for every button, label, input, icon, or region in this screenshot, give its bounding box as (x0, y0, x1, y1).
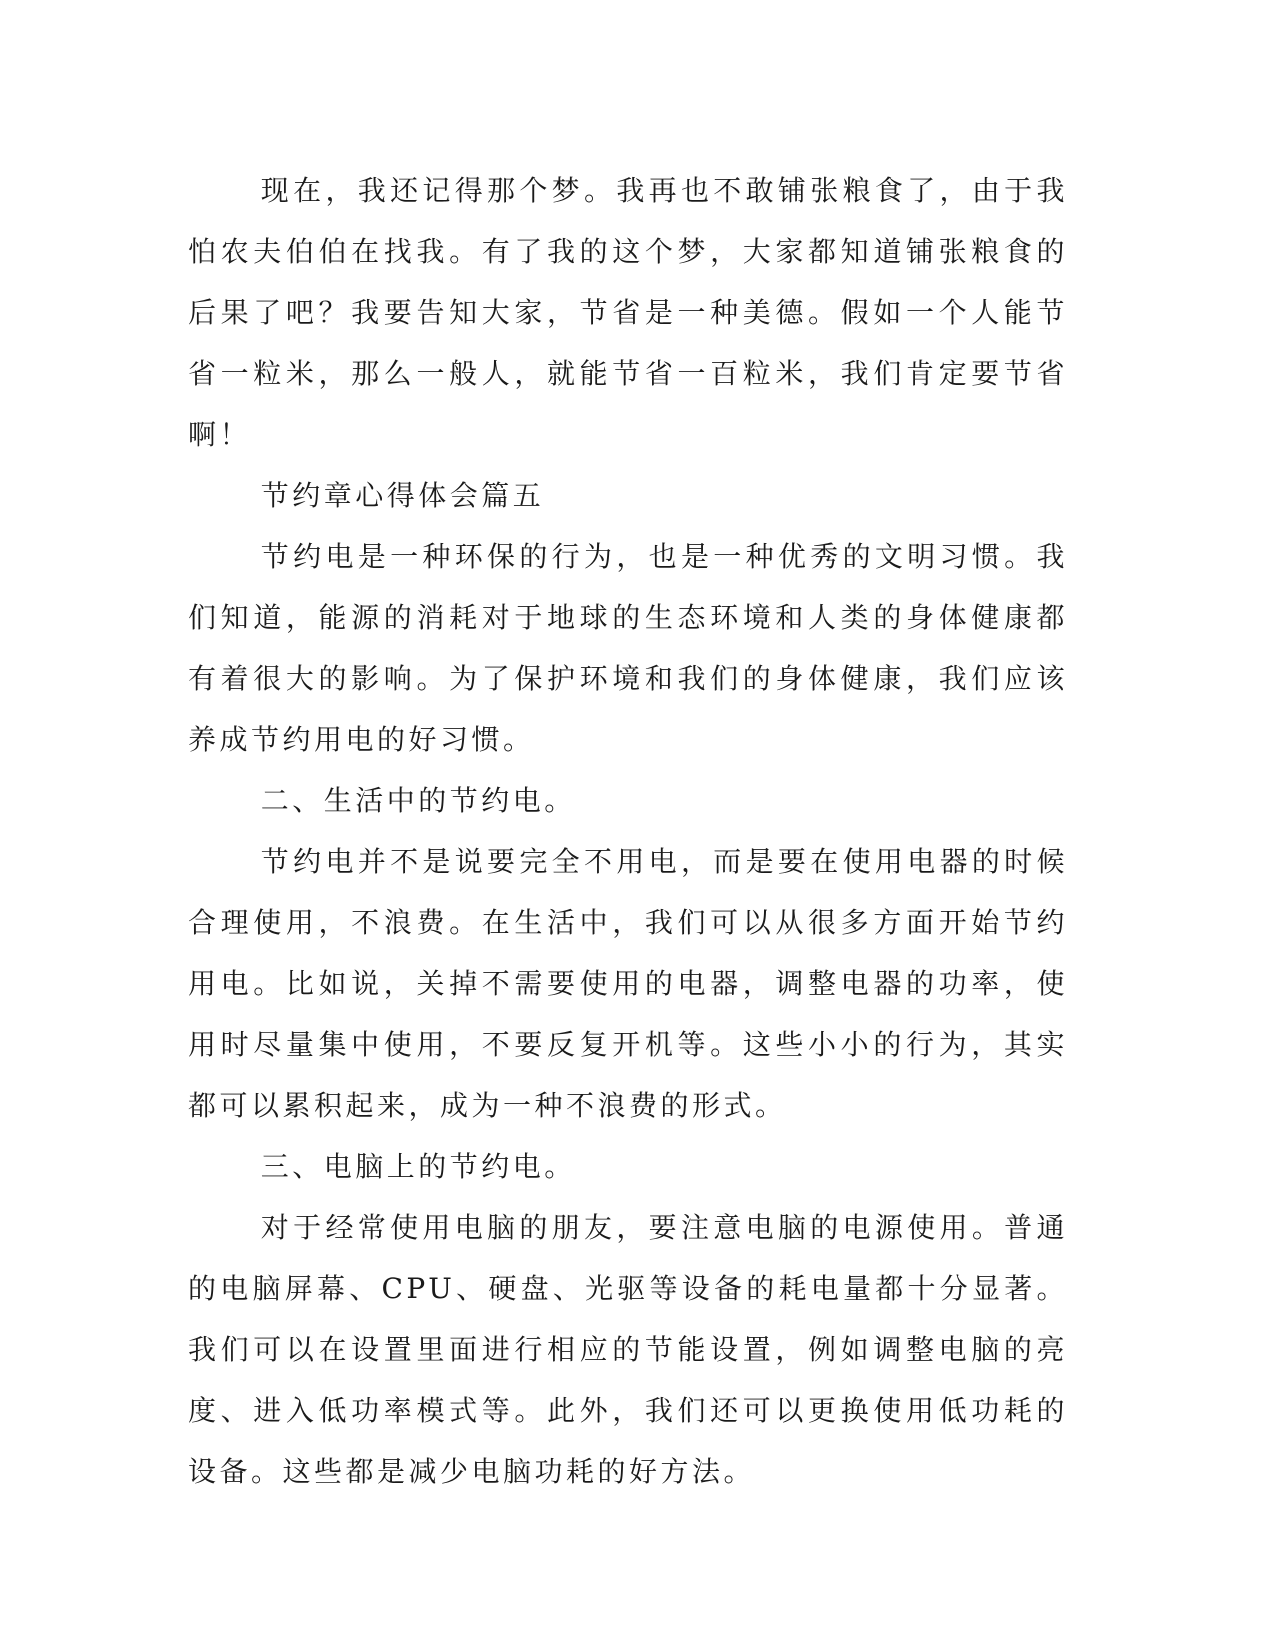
subheading-computer: 三、电脑上的节约电。 (260, 1150, 576, 1183)
paragraph-computer: 对于经常使用电脑的朋友，要注意电脑的电源使用。普通的电脑屏幕、CPU、硬盘、光驱等设备的耗电量都十分显著。我们可以在设置里面进行相应的节能设置，例如调整电脑的亮度、进入低功率模式等。此外，我们还可以更换使用低功耗的设备。这些都是减少电脑功耗的好方法。 (188, 1211, 1068, 1488)
document-body (188, 160, 1068, 1502)
subheading-daily-life: 二、生活中的节约电。 (260, 784, 576, 817)
paragraph-dream-conclusion: 现在，我还记得那个梦。我再也不敢铺张粮食了，由于我怕农夫伯伯在找我。有了我的这个梦，大家都知道铺张粮食的后果了吧？我要告知大家，节省是一种美德。假如一个人能节省一粒米，那么一般人，就能节省一百粒米，我们肯定要节省啊！ (188, 174, 1068, 451)
section-title: 节约章心得体会篇五 (260, 479, 545, 512)
paragraph-intro: 节约电是一种环保的行为，也是一种优秀的文明习惯。我们知道，能源的消耗对于地球的生态环境和人类的身体健康都有着很大的影响。为了保护环境和我们的身体健康，我们应该养成节约用电的好习惯。 (188, 540, 1068, 756)
paragraph-daily-life: 节约电并不是说要完全不用电，而是要在使用电器的时候合理使用，不浪费。在生活中，我们可以从很多方面开始节约用电。比如说，关掉不需要使用的电器，调整电器的功率，使用时尽量集中使用，不要反复开机等。这些小小的行为，其实都可以累积起来，成为一种不浪费的形式。 (188, 845, 1068, 1122)
